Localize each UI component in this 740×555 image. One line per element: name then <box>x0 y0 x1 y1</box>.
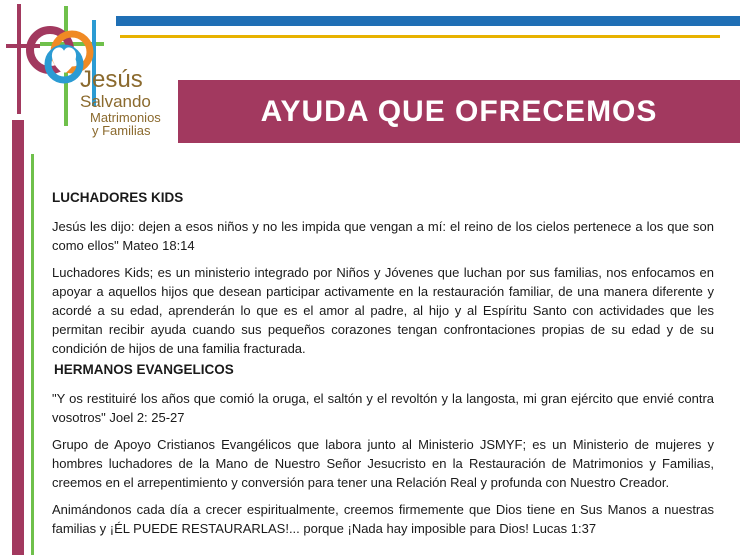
logo-text <box>80 68 170 137</box>
top-blue-bar <box>116 16 740 26</box>
page-title: AYUDA QUE OFRECEMOS <box>260 94 658 128</box>
section-heading-evangelicos: HERMANOS EVANGELICOS <box>54 362 234 377</box>
section-body-evangelicos-2: Animándonos cada día a crecer espiritualmente, creemos firmemente que Dios tiene en Sus Manos a nuestras familias y ¡ÉL PUEDE RESTAURARLAS!... porque ¡Nada hay imposible para Dios! Lucas 1:37 <box>52 502 714 536</box>
main-content <box>52 188 714 546</box>
left-green-line <box>31 154 34 555</box>
logo-line-4: y Familias <box>92 123 151 138</box>
logo-line-2: Salvando <box>80 92 151 111</box>
section-body-evangelicos-1: Grupo de Apoyo Cristianos Evangélicos que labora junto al Ministerio JSMYF; es un Ministerio de mujeres y hombres luchadores de la Mano de Nuestro Señor Jesucristo en la Restauración de Matrimonios y Familias, creemos en el arrepentimiento y conversión para tener una Relación Real y profunda con Nuestro Creador. <box>52 437 714 490</box>
logo-line-3: Matrimonios <box>90 110 161 125</box>
left-purple-bar <box>12 120 24 555</box>
section-quote-kids: Jesús les dijo: dejen a esos niños y no les impida que vengan a mí: el reino de los cielos pertenece a los que son como ellos" Mateo 18:14 <box>52 219 714 253</box>
section-heading-kids: LUCHADORES KIDS <box>52 190 184 205</box>
section-body-kids: Luchadores Kids; es un ministerio integrado por Niños y Jóvenes que luchan por sus familias, nos enfocamos en apoyar a aquellos hijos que desean participar activamente en la restauración familiar, de una manera diferente y acordé a su edad, aprenderán lo que es el amor al padre, al hijo y al Espíritu Santo con actividades que les permitan recibir ayuda cuando sus pequeños corazones tengan confrontaciones propias de su edad y de su condición de hijos de una familia fracturada. <box>52 265 714 356</box>
title-banner <box>178 80 740 143</box>
top-yellow-line <box>120 35 720 38</box>
section-quote-evangelicos: "Y os restituiré los años que comió la oruga, el saltón y el revoltón y la langosta, mi gran ejército que envié contra vosotros" Joel 2: 25-27 <box>52 391 714 425</box>
logo-line-1: Jesús <box>80 66 143 93</box>
